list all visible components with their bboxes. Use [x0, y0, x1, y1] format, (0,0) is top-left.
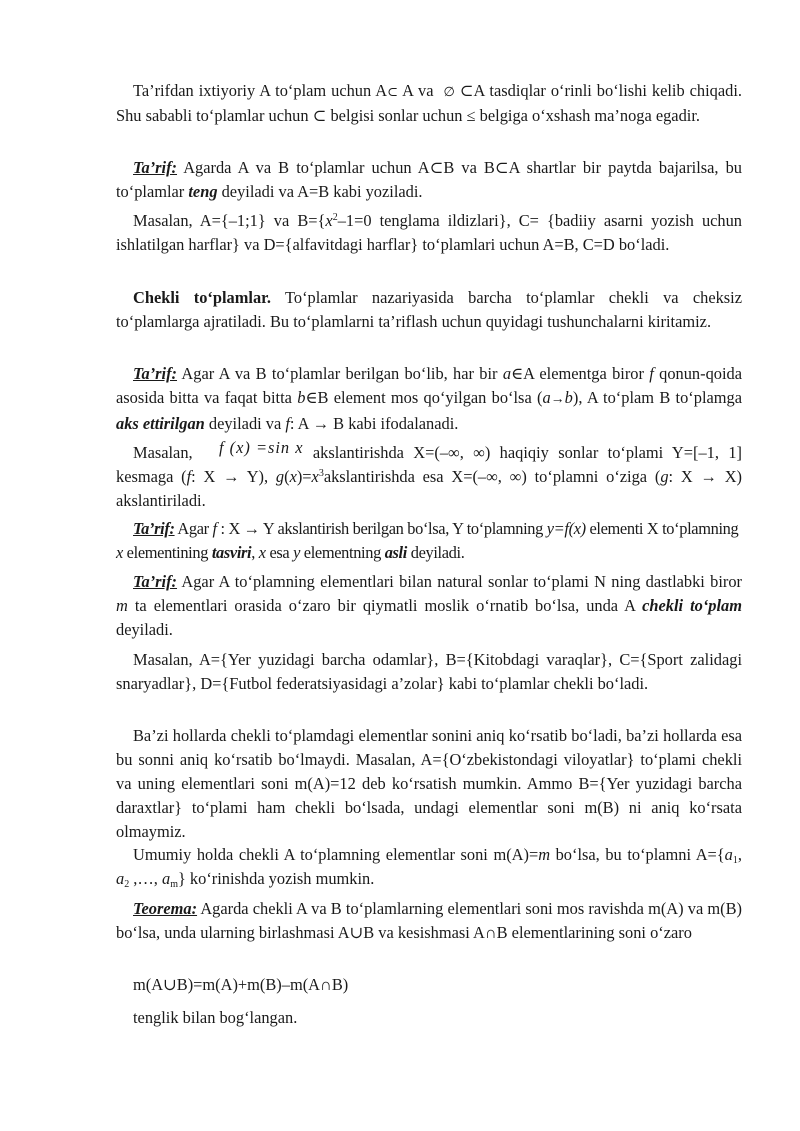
paragraph-definition-mapping: [116, 362, 742, 436]
text: [434, 81, 444, 100]
text: bo‘lsa, bu to‘plamni A={: [550, 845, 725, 864]
text: Ba’zi hollarda chekli to‘plamdagi elementlar sonini aniq ko‘rsatib bo‘ladi, ba’zi hollarda esa bu sonni aniq ko‘rsatib bo‘lmaydi. Masalan, A={O‘zbekistondagi viloyatlar} to‘plami chekli va uning elementlari soni m(A)=12 deb ko‘rsatish mumkin. Ammo B={Yer yuzidagi barcha daraxtlar} to‘plami ham chekli bo‘lsada, undagi elementlar soni m(B) ni aniq ko‘rsata olmaymiz.: [116, 726, 742, 841]
text: akslantirishda X=(–∞, ∞) haqiqiy sonlar to‘plami Y=[–1, 1] kesmaga (: [116, 443, 742, 486]
text: ta elementlari orasida o‘zaro bir qiymatli moslik o‘rnatib bo‘lsa, unda A: [127, 596, 643, 615]
text: : X → X) akslantiriladi.: [116, 467, 742, 510]
text: To‘plamlar nazariyasida barcha to‘plamlar chekli va cheksiz to‘plamlarga ajratiladi. Bu to‘plamlarni ta’riflash uchun quyidagi tushunchalarni kiritamiz.: [116, 288, 743, 331]
variable: b: [297, 388, 306, 407]
variable: a: [161, 869, 171, 888]
empty-set-symbol: ∅: [443, 84, 455, 99]
subset-symbol: ⊂: [387, 84, 399, 99]
emphasis: asli: [384, 543, 407, 562]
formula: f (x) =sin x: [219, 438, 304, 457]
text: Agar A va B to‘plamlar berilgan bo‘lib, har bir: [177, 364, 503, 383]
variable: a: [724, 845, 733, 864]
text: ,…,: [129, 869, 162, 888]
variable: m: [116, 596, 128, 615]
paragraph-definition-equal-sets: [116, 156, 742, 204]
text: : A → B kabi ifodalanadi.: [289, 414, 459, 433]
variable: x: [325, 211, 333, 230]
text: elementining: [122, 543, 212, 562]
theorem-term: Teorema:: [133, 899, 198, 918]
text: Ta’rifdan ixtiyoriy A to‘plam uchun A: [133, 81, 388, 100]
subscript: 1: [732, 855, 738, 866]
paragraph-counting-remark: [116, 724, 742, 844]
definition-term: Ta’rif:: [133, 364, 178, 383]
variable: f: [186, 467, 192, 486]
text: Agarda A va B to‘plamlar uchun A⊂B va B⊂A shartlar bir paytda bajarilsa, bu to‘plamlar: [116, 158, 742, 201]
text: ,: [737, 845, 742, 864]
variable: x: [289, 467, 297, 486]
variable: a: [502, 364, 512, 383]
formula-union-count: [116, 973, 742, 997]
exponent: 2: [332, 212, 338, 223]
text: Masalan, A={–1;1} va B={: [133, 211, 326, 230]
paragraph-example-mapping: [116, 438, 742, 513]
text: Agarda chekli A va B to‘plamlarning elementlari soni mos ravishda m(A) va m(B) bo‘lsa, unda ularning birlashmasi A∪B va kesishmasi A∩B elementlarining soni o‘zaro: [116, 899, 742, 942]
emphasis: chekli to‘plam: [642, 596, 742, 615]
paragraph-finite-sets-intro: [116, 286, 742, 334]
text: ⊂A tasdiqlar o‘rinli bo‘lishi kelib chiqadi. Shu sababli to‘plamlar uchun ⊂ belgisi sonlar uchun ≤ belgiga o‘xshash ma’noga egadir.: [116, 81, 742, 125]
text: deyiladi.: [116, 620, 173, 639]
text: : X → Y),: [191, 467, 276, 486]
definition-term: Ta’rif:: [133, 158, 178, 177]
variable: b: [564, 388, 573, 407]
text: )=: [296, 467, 312, 486]
paragraph-definition-finite-set: [116, 570, 742, 642]
text: } ko‘rinishda yozish mumkin.: [177, 869, 375, 888]
definition-term: Ta’rif:: [133, 519, 175, 538]
variable: f: [285, 414, 290, 433]
variable: f: [649, 364, 654, 383]
text: Masalan, A={Yer yuzidagi barcha odamlar}, B={Kitobdagi varaqlar}, C={Sport zalidagi snaryadlar}, D={Futbol federatsiyasidagi a’zolar} kabi to‘plamlar chekli bo‘ladi.: [116, 650, 742, 693]
text: esa: [265, 543, 294, 562]
text: ∈A elementga biror: [511, 364, 650, 383]
text: m(A∪B)=m(A)+m(B)–m(A∩B): [133, 975, 349, 994]
paragraph-definition-image: [116, 517, 742, 565]
text: (: [284, 467, 290, 486]
text: elementi X to‘plamning: [585, 519, 739, 538]
definition-term: Ta’rif:: [133, 572, 178, 591]
paragraph-example-finite-sets: [116, 648, 742, 696]
exponent: 3: [318, 468, 324, 479]
variable: m: [538, 845, 551, 864]
paragraph-example-equal-sets: [116, 209, 742, 257]
emphasis: aks ettirilgan: [116, 414, 205, 433]
text: deyiladi va: [204, 414, 286, 433]
paragraph-theorem: [116, 897, 742, 945]
emphasis: teng: [188, 182, 218, 201]
text: A va: [402, 81, 434, 100]
variable: g: [275, 467, 285, 486]
variable: a: [542, 388, 551, 407]
paragraph-conclusion: [116, 1006, 742, 1030]
variable: g: [660, 467, 669, 486]
variable: y: [293, 543, 301, 562]
variable: y=f(x): [546, 519, 586, 538]
emphasis: tasviri: [211, 543, 252, 562]
variable: x: [258, 543, 266, 562]
text: Umumiy holda chekli A to‘plamning elementlar soni m(A)=: [133, 845, 539, 864]
text: –1=0 tenglama ildizlari}, C= {badiiy asarni yozish uchun ishlatilgan harflar} va D={alfavitdagi harflar} to‘plamlari uchun A=B, C=D bo‘ladi.: [116, 211, 743, 254]
subscript: m: [170, 879, 178, 890]
text: Agar: [174, 519, 213, 538]
variable: f: [212, 519, 217, 538]
subscript: 2: [124, 879, 130, 890]
text: ∈B element mos qo‘yilgan bo‘lsa (: [305, 388, 543, 407]
text: ,: [251, 543, 259, 562]
paragraph-subset-remark: [116, 79, 742, 128]
variable: x: [116, 543, 123, 562]
paragraph-general-form: [116, 843, 742, 891]
variable: a: [116, 869, 125, 888]
text: tenglik bilan bog‘langan.: [133, 1008, 298, 1027]
arrow: →: [550, 392, 565, 407]
text: Masalan,: [133, 443, 202, 462]
section-heading: Chekli to‘plamlar.: [133, 288, 272, 307]
text: deyiladi va A=B kabi yoziladi.: [217, 182, 423, 201]
text: qonun-qoida asosida bitta va faqat bitta: [116, 364, 742, 407]
text: Agar A to‘plamning elementlari bilan natural sonlar to‘plami N ning dastlabki biror: [177, 572, 742, 591]
text: elementning: [300, 543, 385, 562]
text: akslantirishda esa X=(–∞, ∞) to‘plamni o‘ziga (: [323, 467, 661, 486]
text: : X → Y akslantirish berilgan bo‘lsa, Y to‘plamning: [216, 519, 547, 538]
text: ), A to‘plam B to‘plamga: [572, 388, 742, 407]
text: deyiladi.: [406, 543, 465, 562]
variable: x: [311, 467, 319, 486]
